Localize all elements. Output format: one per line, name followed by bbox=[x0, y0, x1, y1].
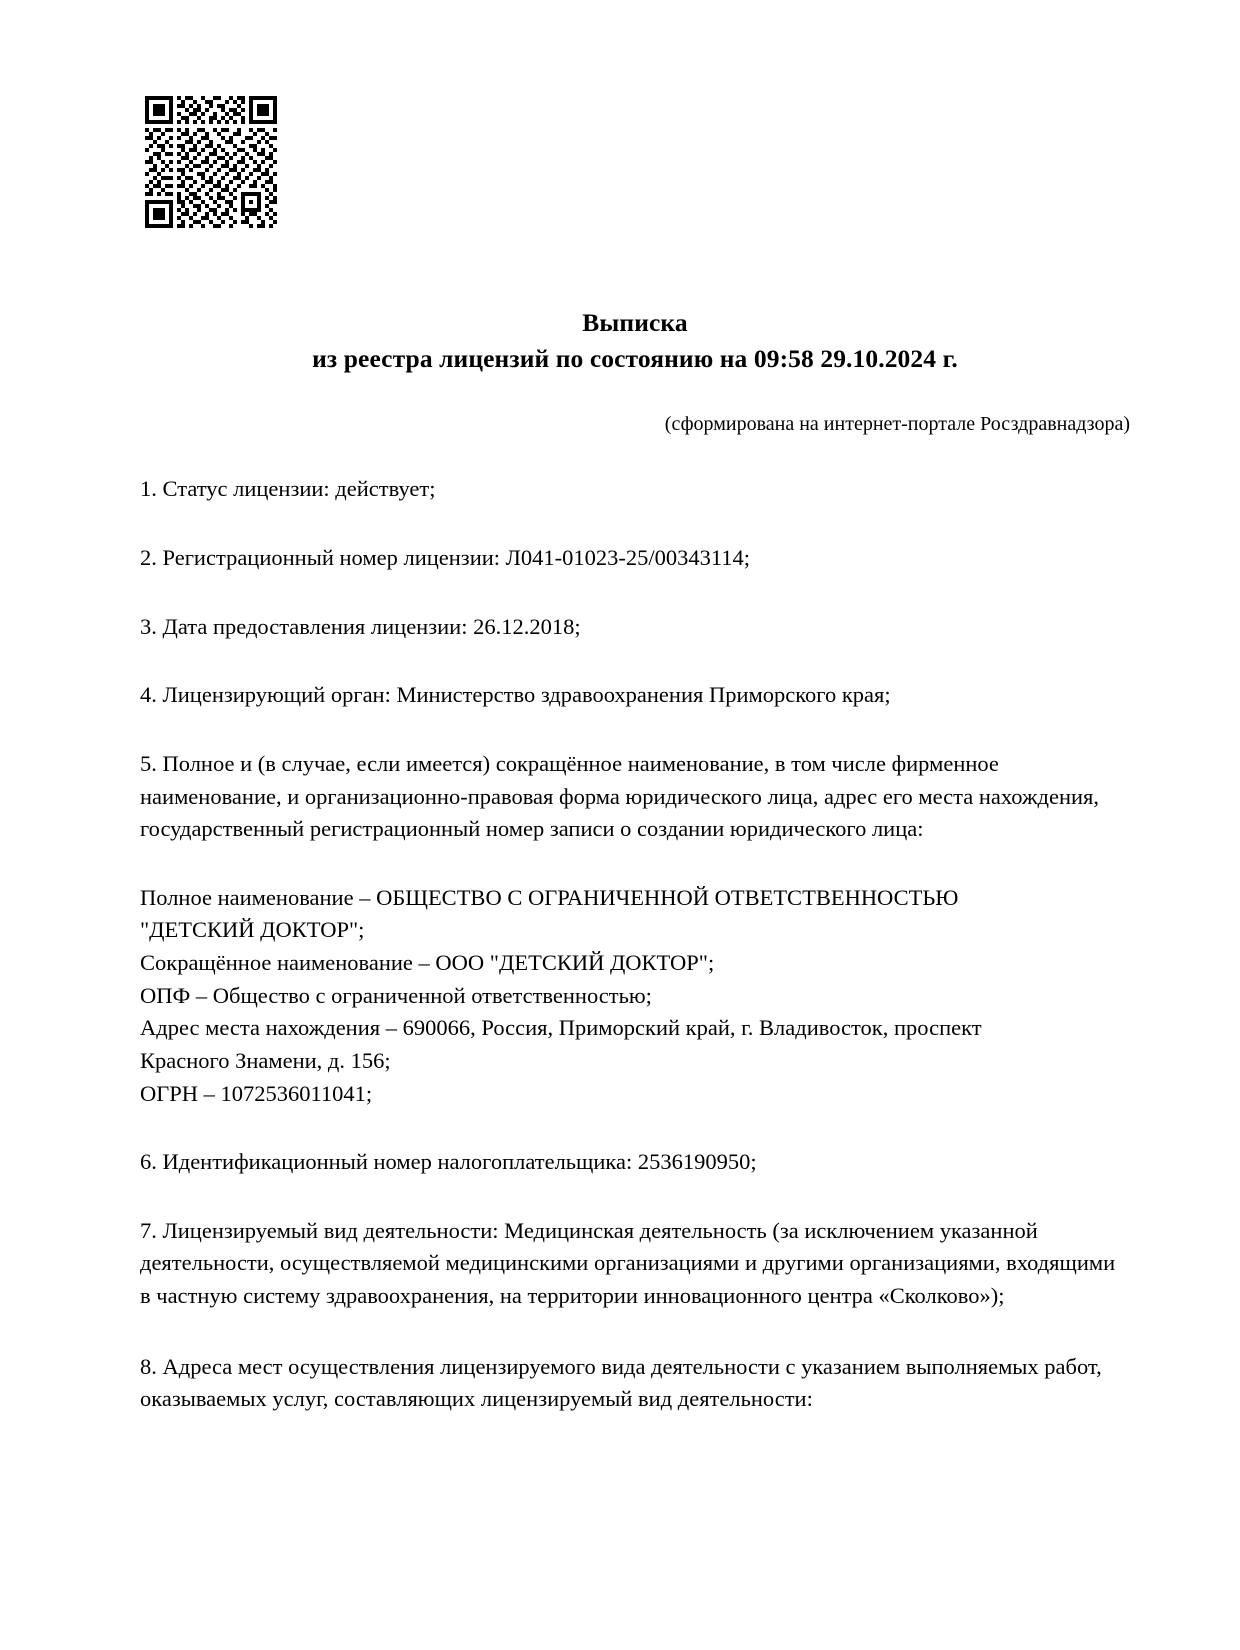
licensing-authority: 4. Лицензирующий орган: Министерство здравоохранения Приморского края; bbox=[140, 682, 891, 708]
entity-ogrn: ОГРН – 1072536011041; bbox=[140, 1080, 373, 1106]
license-registration-number: 2. Регистрационный номер лицензии: Л041-01023-25/00343114; bbox=[140, 545, 751, 571]
page-title-line1: Выписка bbox=[582, 308, 688, 337]
entity-full-name-line2: "ДЕТСКИЙ ДОКТОР"; bbox=[140, 917, 365, 943]
entity-legal-form: ОПФ – Общество с ограниченной ответственностью; bbox=[140, 982, 652, 1008]
entity-info-intro: 5. Полное и (в случае, если имеется) сокращённое наименование, в том числе фирменное наименование, и организационно-правовая форма юридического лица, адрес его места нахождения, государственный регистрационный номер записи о создании юридического лица: bbox=[140, 750, 1100, 842]
license-issue-date: 3. Дата предоставления лицензии: 26.12.2018; bbox=[140, 613, 581, 639]
activity-addresses-intro: 8. Адреса мест осуществления лицензируемого вида деятельности с указанием выполняемых работ, оказываемых услуг, составляющих лицензируемый вид деятельности: bbox=[140, 1353, 1102, 1412]
qr-code-icon bbox=[145, 96, 277, 228]
document-body bbox=[140, 305, 1130, 1438]
taxpayer-inn: 6. Идентификационный номер налогоплательщика: 2536190950; bbox=[140, 1149, 757, 1175]
entity-address-line2: Красного Знамени, д. 156; bbox=[140, 1047, 391, 1073]
entity-details bbox=[140, 882, 1130, 1110]
page-title-line2: из реестра лицензий по состоянию на 09:58 29.10.2024 г. bbox=[312, 344, 958, 374]
entity-short-name: Сокращённое наименование – ООО "ДЕТСКИЙ ДОКТОР"; bbox=[140, 950, 715, 976]
entity-full-name-line1: Полное наименование – ОБЩЕСТВО С ОГРАНИЧЕННОЙ ОТВЕТСТВЕННОСТЬЮ bbox=[140, 884, 959, 910]
page-title bbox=[140, 305, 1130, 377]
page-subtitle: (сформирована на интернет-портале Росздравнадзора) bbox=[664, 413, 1130, 436]
license-status: 1. Статус лицензии: действует; bbox=[140, 476, 436, 502]
entity-address-line1: Адрес места нахождения – 690066, Россия, Приморский край, г. Владивосток, проспект bbox=[140, 1015, 982, 1041]
licensed-activity-type: 7. Лицензируемый вид деятельности: Медицинская деятельность (за исключением указанной деятельности, осуществляемой медицинскими организациями и другими организациями, входящими в частную систему здравоохранения, на территории инновационного центра «Сколково»); bbox=[140, 1217, 1116, 1309]
